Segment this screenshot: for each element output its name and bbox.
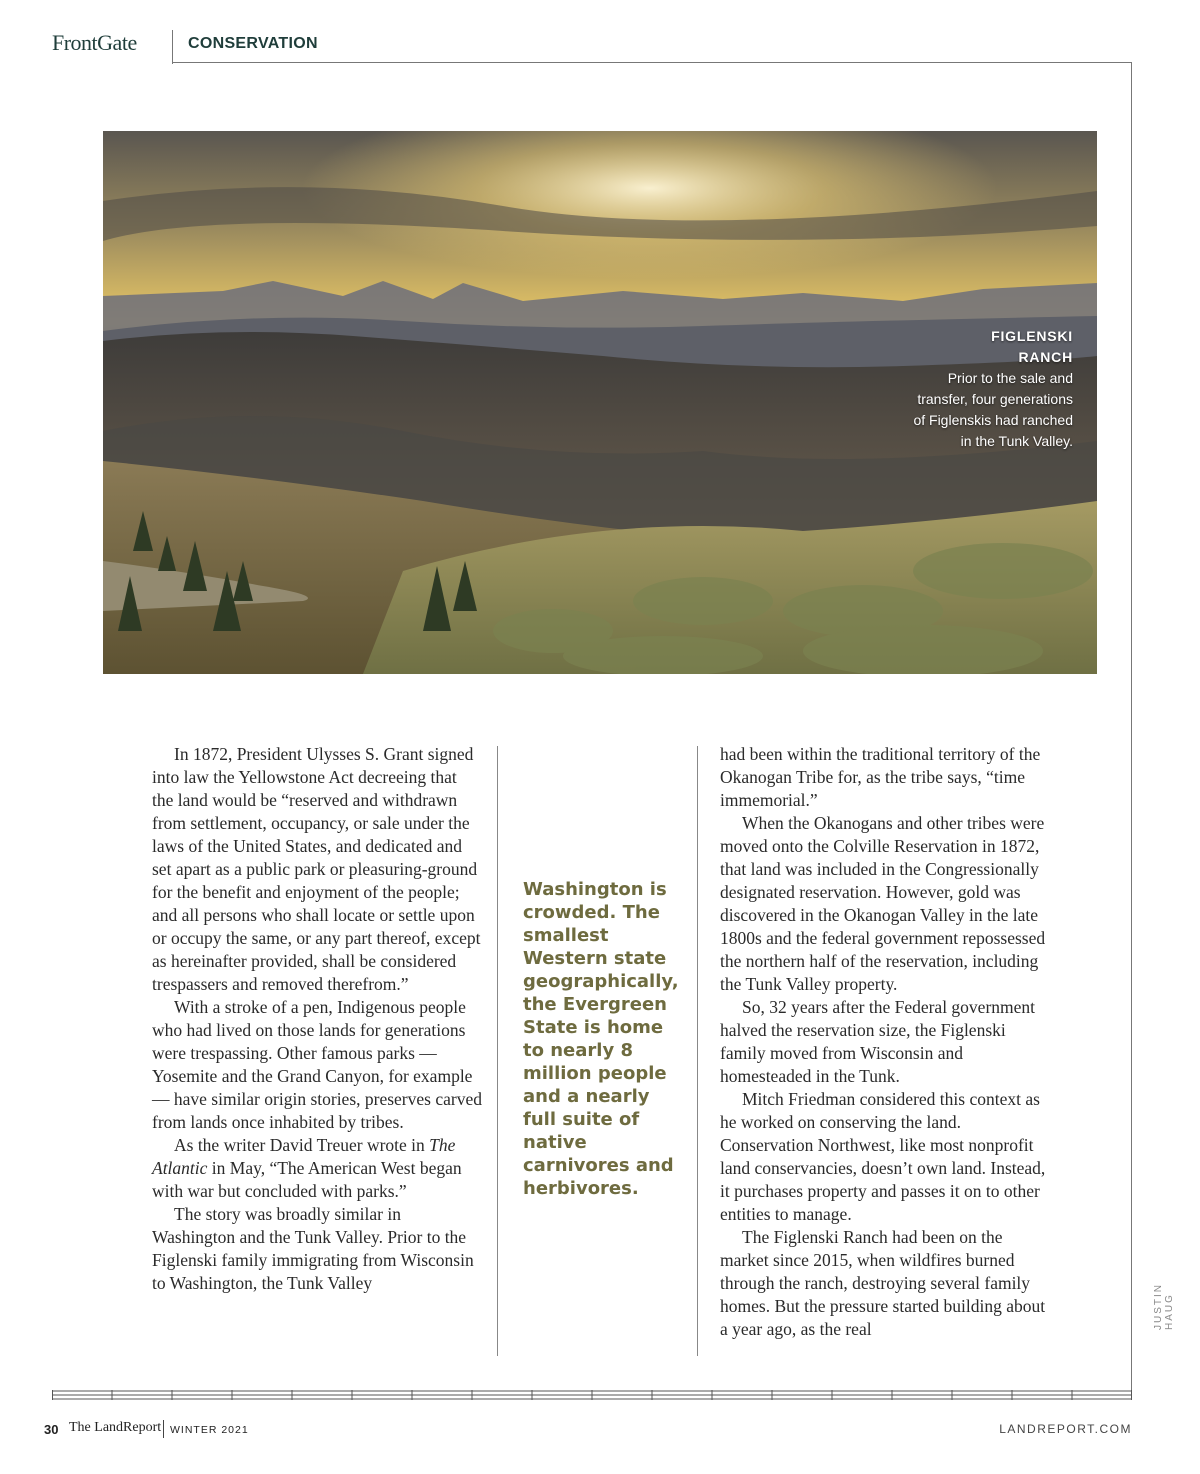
article-column-right <box>720 743 1050 1341</box>
website-url: LANDREPORT.COM <box>999 1422 1132 1436</box>
frame-right-rule <box>1131 62 1132 1392</box>
treuer-intro: As the writer David Treuer wrote in <box>174 1135 430 1155</box>
article-column-left <box>152 743 482 1295</box>
pull-quote: Washington is crowded. The smallest Western state geographically, the Evergreen State is home to nearly 8 million people and a nearly full suite of native carnivores and herbivores. <box>523 879 679 1199</box>
paragraph: So, 32 years after the Federal government halved the reservation size, the Figlenski family moved from Wisconsin and homesteaded in the Tunk. <box>720 997 1036 1086</box>
treuer-rest: in May, “The American West began with war but concluded with parks.” <box>152 1158 462 1201</box>
paragraph: Mitch Friedman considered this context as he worked on conserving the land. Conservation Northwest, like most nonprofit land conservancies, doesn’t own land. Instead, it purchases property and passes it on to other entities to manage. <box>720 1089 1046 1224</box>
column-rule-left <box>497 746 498 1356</box>
decorative-ruler <box>52 1390 1132 1400</box>
header-divider <box>172 30 173 64</box>
paragraph: With a stroke of a pen, Indigenous people who had lived on those lands for generations were trespassing. Other famous parks — Yosemite and the Grand Canyon, for example — have similar origin stories, preserves carved from lands once inhabited by tribes. <box>152 997 482 1132</box>
paragraph: had been within the traditional territory of the Okanogan Tribe for, as the tribe says, “time immemorial.” <box>720 744 1041 810</box>
issue-label: WINTER 2021 <box>170 1424 249 1436</box>
photo-caption <box>903 326 1073 452</box>
magazine-section-logo: FrontGate <box>52 30 137 55</box>
caption-title-line1: FIGLENSKI <box>991 328 1073 344</box>
caption-title-line2: RANCH <box>1018 349 1073 365</box>
paragraph: In 1872, President Ulysses S. Grant signed into law the Yellowstone Act decreeing that the land would be “reserved and withdrawn from settlement, occupancy, or sale under the laws of the United States, and dedicated and set apart as a public park or pleasuring-ground for the benefit and enjoyment of the people; and all persons who shall locate or settle upon or occupy the same, or any part thereof, except as hereinafter provided, shall be considered trespassers and removed therefrom.” <box>152 744 481 994</box>
page-number: 30 <box>44 1422 59 1437</box>
magazine-name: The LandReport <box>69 1420 162 1435</box>
column-rule-right <box>697 746 698 1356</box>
paragraph: The story was broadly similar in Washington and the Tunk Valley. Prior to the Figlenski family immigrating from Wisconsin to Washington, the Tunk Valley <box>152 1204 474 1293</box>
paragraph: When the Okanogans and other tribes were moved onto the Colville Reservation in 1872, that land was included in the Congressionally designated reservation. However, gold was discovered in the Okanogan Valley in the late 1800s and the federal government repossessed the northern half of the reservation, including the Tunk Valley property. <box>720 813 1046 994</box>
landscape-photo <box>103 131 1097 674</box>
paragraph-treuer <box>152 1134 482 1203</box>
publication-title: The Atlantic <box>152 1135 456 1178</box>
section-label: CONSERVATION <box>188 35 318 52</box>
photo-credit: JUSTIN HAUG <box>1153 1283 1175 1330</box>
frame-top-rule <box>172 62 1132 63</box>
caption-text: Prior to the sale and transfer, four generations of Figlenskis had ranched in the Tunk Valley. <box>913 370 1073 449</box>
paragraph: The Figlenski Ranch had been on the market since 2015, when wildfires burned through the ranch, destroying several family homes. But the pressure started building about a year ago, as the real <box>720 1227 1046 1339</box>
footer-divider <box>163 1420 164 1438</box>
